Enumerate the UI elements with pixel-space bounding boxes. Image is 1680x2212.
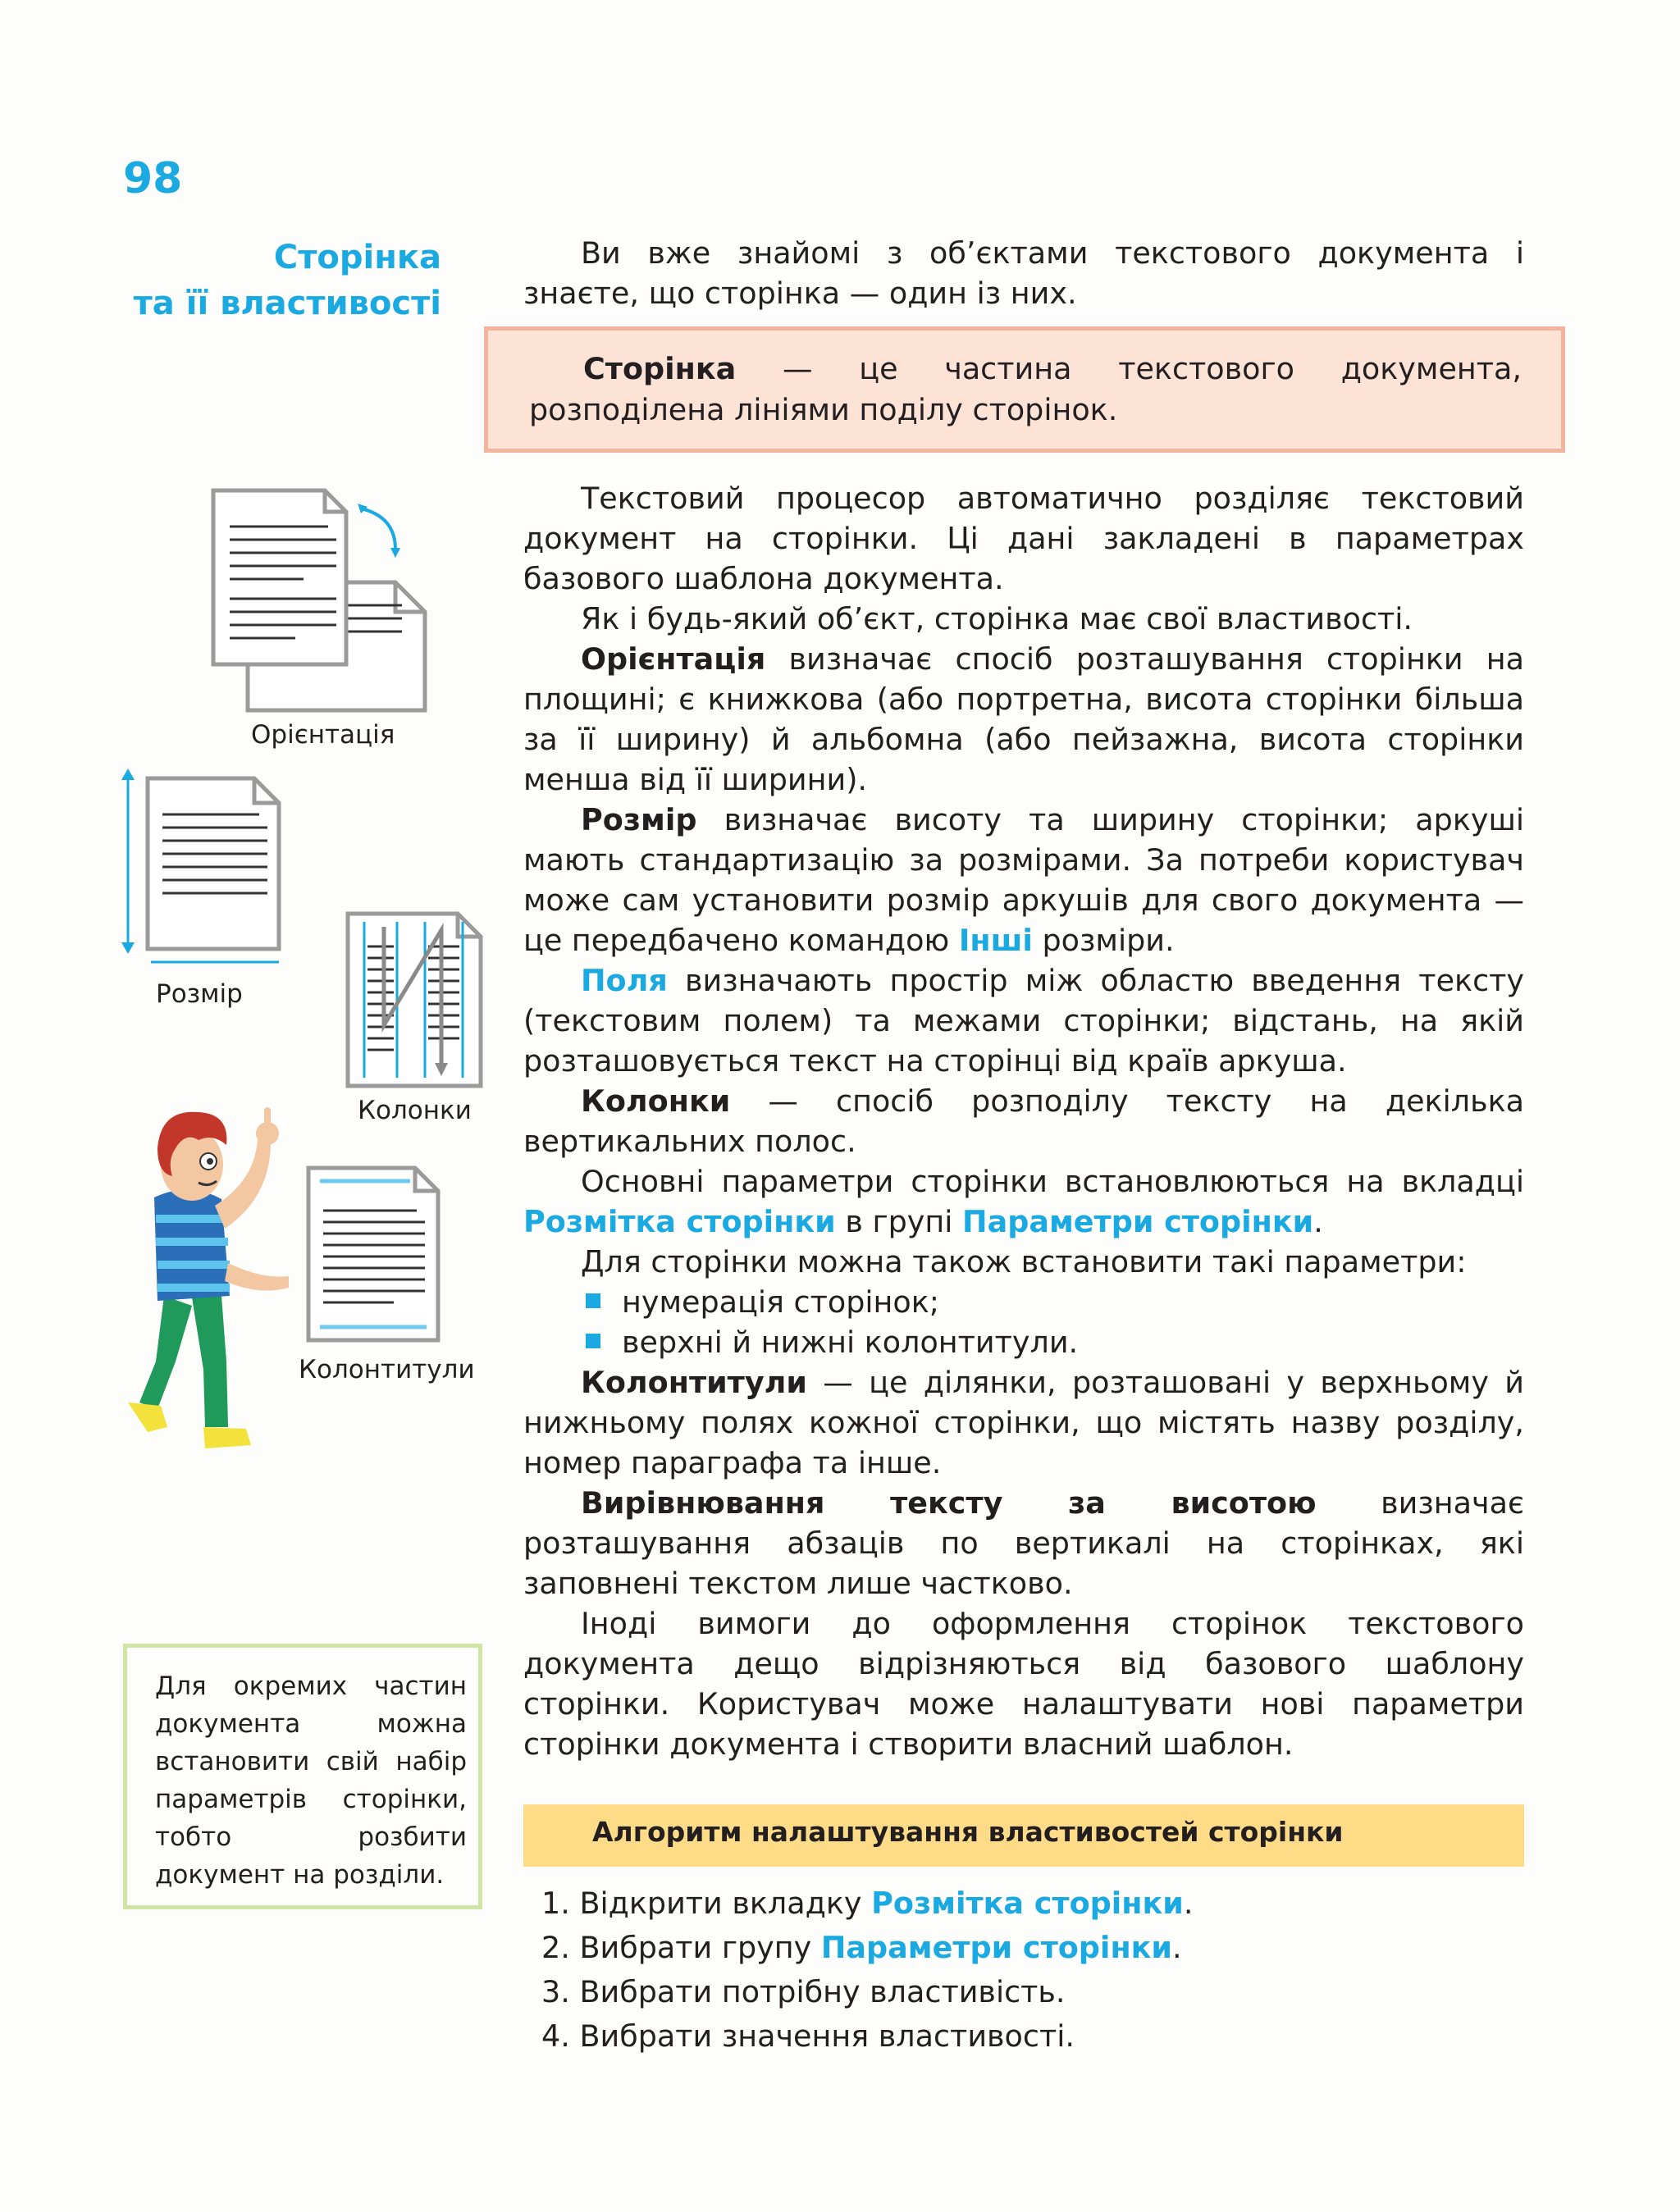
step-number: 1. — [541, 1886, 570, 1921]
front-page-icon — [213, 490, 346, 664]
algorithm-header — [523, 1804, 1524, 1867]
step-text: Вибрати значення властивості. — [579, 2018, 1075, 2054]
section-title-line2: та її властивості — [133, 285, 441, 322]
page-icon — [148, 778, 279, 949]
headers-illustration — [304, 1165, 443, 1345]
paragraph-orientation — [523, 639, 1524, 800]
definition-term: Сторінка — [583, 351, 737, 386]
term-headers: Колонтитули — [581, 1365, 807, 1400]
note-text: Для окремих частин документа можна встановити свій набір параметрів сторінки, тобто розбити документ на розділи. — [155, 1672, 467, 1890]
main-body — [523, 478, 1524, 1764]
term-size: Розмір — [581, 802, 697, 837]
algorithm-step — [541, 2014, 1193, 2059]
step-end: . — [1172, 1930, 1182, 1965]
note-box — [123, 1644, 482, 1909]
bullet-item — [523, 1322, 1524, 1362]
paragraph-size — [523, 800, 1524, 960]
caption-columns: Колонки — [358, 1096, 472, 1125]
step-number: 2. — [541, 1930, 570, 1965]
bullet-square-icon — [586, 1334, 600, 1348]
text-margins: визначають простір між областю введення тексту (текстовим полем) та межами сторінки; відстань, на якій розташовується текст на сторінці від країв аркуша. — [523, 963, 1524, 1079]
step-link: Параметри сторінки — [820, 1930, 1173, 1965]
paragraph-template: Іноді вимоги до оформлення сторінок текстового документа дещо відрізняються від базового шаблону сторінки. Користувач може налаштувати нові параметри сторінки документа і створити власний шаблон. — [523, 1606, 1524, 1762]
algorithm-step — [541, 1926, 1193, 1970]
columns-illustration — [343, 910, 486, 1091]
link-other-sizes: Інші — [958, 923, 1033, 958]
text-size-end: розміри. — [1032, 923, 1175, 958]
step-number: 4. — [541, 2018, 570, 2054]
step-link: Розмітка сторінки — [871, 1886, 1184, 1921]
term-orientation: Орієнтація — [581, 641, 766, 677]
algorithm-title: Алгоритм налаштування властивостей сторінки — [592, 1816, 1344, 1848]
paragraph-valign — [523, 1483, 1524, 1603]
text-size: визначає висоту та ширину сторінки; аркуші мають стандартизацію за розмірами. За потреби користувач може сам установити розмір аркушів для свого документа — це передбачено командою — [523, 802, 1524, 958]
step-end: . — [1183, 1886, 1194, 1921]
section-title — [98, 235, 441, 326]
link-page-layout: Розмітка сторінки — [523, 1204, 836, 1239]
caption-orientation: Орієнтація — [251, 720, 395, 750]
caption-headers: Колонтитули — [299, 1355, 475, 1384]
rotate-arrow-icon — [361, 509, 395, 550]
paragraph-extra: Для сторінки можна також встановити такі параметри: — [581, 1244, 1467, 1279]
term-valign: Вирівнювання тексту за висотою — [581, 1485, 1317, 1521]
algorithm-step — [541, 1881, 1193, 1926]
paragraph-tab — [523, 1161, 1524, 1242]
intro-paragraph: Ви вже знайомі з об’єктами текстового документа і знаєте, що сторінка — один із них. — [523, 235, 1524, 311]
intro-block — [523, 233, 1524, 313]
paragraph-columns — [523, 1081, 1524, 1161]
bullet-text: нумерація сторінок; — [622, 1284, 940, 1320]
paragraph-properties: Як і будь-який об’єкт, сторінка має свої властивості. — [581, 601, 1413, 636]
bullet-square-icon — [586, 1293, 600, 1308]
page-number: 98 — [123, 154, 183, 203]
definition-body: — це частина текстового документа, розподілена лініями поділу сторінок. — [529, 351, 1522, 427]
step-text: Відкрити вкладку — [579, 1886, 872, 1921]
bullet-item — [523, 1282, 1524, 1322]
size-illustration — [115, 767, 287, 964]
definition-box — [484, 326, 1565, 453]
link-page-setup: Параметри сторінки — [962, 1204, 1314, 1239]
paragraph-processor: Текстовий процесор автоматично розділяє текстовий документ на сторінки. Ці дані закладені в параметрах базового шаблона документа. — [523, 481, 1524, 596]
step-text: Вибрати потрібну властивість. — [579, 1974, 1066, 2009]
algorithm-step — [541, 1970, 1193, 2014]
bullet-text: верхні й нижні колонтитули. — [622, 1325, 1079, 1360]
text-orientation: визначає спосіб розташування сторінки на площині; є книжкова (або портретна, висота сторінки більша за її ширину) й альбомна (або пейзажна, висота сторінки менша від її ширини). — [523, 641, 1524, 797]
paragraph-margins — [523, 960, 1524, 1081]
term-margins: Поля — [581, 963, 668, 998]
text-columns: — спосіб розподілу тексту на декілька вертикальних полос. — [523, 1083, 1524, 1159]
boy-illustration — [107, 1091, 312, 1468]
algorithm-steps — [541, 1881, 1193, 2059]
step-number: 3. — [541, 1974, 570, 2009]
text-tab: Основні параметри сторінки встановлюються на вкладці — [581, 1164, 1524, 1199]
term-columns: Колонки — [581, 1083, 731, 1119]
step-text: Вибрати групу — [579, 1930, 821, 1965]
definition-text — [529, 349, 1522, 431]
caption-size: Розмір — [156, 979, 243, 1009]
orientation-illustration — [205, 484, 435, 722]
text-tab-mid: в групі — [835, 1204, 963, 1239]
text-headers: — це ділянки, розташовані у верхньому й нижньому полях кожної сторінки, що містять назву розділу, номер параграфа та інше. — [523, 1365, 1524, 1480]
text-tab-end: . — [1313, 1204, 1323, 1239]
section-title-line1: Сторінка — [273, 239, 441, 276]
text-valign: визначає розташування абзаців по вертикалі на сторінках, які заповнені текстом лише частково. — [523, 1485, 1524, 1601]
paragraph-headers — [523, 1362, 1524, 1483]
